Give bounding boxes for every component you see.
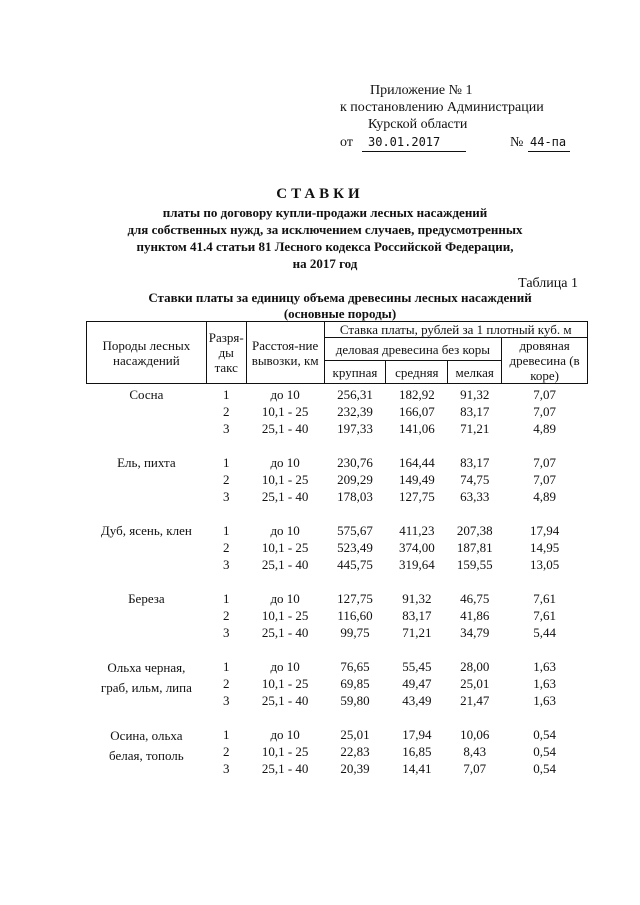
- medium-cell: 166,07: [398, 404, 435, 419]
- firewood-cell: 7,07: [533, 404, 556, 419]
- medium-cell: 411,23: [399, 523, 435, 538]
- large-cell: 230,76: [337, 455, 373, 470]
- species-cell: [87, 454, 207, 505]
- large-cell: 209,29: [337, 472, 373, 487]
- appendix-line: к постановлению Администрации: [340, 100, 544, 115]
- rank-cell: 3: [223, 625, 230, 640]
- medium-cell: 164,44: [398, 455, 435, 470]
- firewood-cell: 7,61: [533, 608, 556, 623]
- rank-cell: 1: [223, 659, 230, 674]
- distance-cell: до 10: [270, 523, 300, 538]
- column-header-rank: Разря-ды такс: [206, 322, 246, 384]
- small-cell: 21,47: [460, 693, 490, 708]
- column-header-medium: средняя: [386, 361, 448, 384]
- large-cell: 575,67: [337, 523, 373, 538]
- column-header-rate: Ставка платы, рублей за 1 плотный куб. м: [324, 322, 587, 338]
- species-cell: [87, 522, 207, 573]
- document-date: 30.01.2017: [362, 134, 466, 152]
- rank-cell: 2: [223, 472, 230, 487]
- species-name-line: Ель, пихта: [117, 455, 176, 470]
- rank-cell: 1: [223, 727, 230, 742]
- rank-cell: 1: [223, 523, 230, 538]
- rank-cell: 2: [223, 608, 230, 623]
- document-title: СТАВКИ: [276, 186, 364, 202]
- small-cell: 159,55: [456, 557, 493, 572]
- small-cell: 46,75: [460, 591, 490, 606]
- firewood-cell: 1,63: [533, 693, 556, 708]
- table-title-line: (основные породы): [283, 306, 397, 321]
- rank-cell: 1: [223, 455, 230, 470]
- rates-table: [86, 321, 588, 777]
- large-cell: 69,85: [340, 676, 370, 691]
- medium-cell: 149,49: [398, 472, 435, 487]
- large-cell: 22,83: [340, 744, 370, 759]
- rank-cell: 3: [223, 693, 230, 708]
- large-cell: 178,03: [337, 489, 373, 504]
- firewood-cell: 7,07: [533, 455, 556, 470]
- table-row: [87, 454, 588, 471]
- group-spacer: [87, 641, 588, 658]
- firewood-cell: 0,54: [533, 744, 556, 759]
- table-title-line: Ставки платы за единицу объема древесины лесных насаждений: [148, 290, 532, 305]
- species-name-line: Ольха черная,: [107, 660, 186, 675]
- large-cell: 99,75: [340, 625, 370, 640]
- medium-cell: 182,92: [398, 387, 435, 402]
- distance-cell: 25,1 - 40: [261, 421, 309, 436]
- document-number: 44-па: [528, 134, 570, 152]
- firewood-cell: 13,05: [529, 557, 560, 572]
- group-spacer: [87, 505, 588, 522]
- medium-cell: 83,17: [402, 608, 432, 623]
- small-cell: 10,06: [460, 727, 490, 742]
- medium-cell: 17,94: [402, 727, 432, 742]
- distance-cell: до 10: [270, 659, 300, 674]
- species-name-line: Сосна: [129, 387, 164, 402]
- distance-cell: 10,1 - 25: [261, 744, 309, 759]
- rank-cell: 3: [223, 421, 230, 436]
- species-cell: [87, 590, 207, 641]
- rank-cell: 1: [223, 591, 230, 606]
- firewood-cell: 7,07: [533, 387, 556, 402]
- rank-cell: 2: [223, 540, 230, 555]
- distance-cell: 25,1 - 40: [261, 557, 309, 572]
- small-cell: 8,43: [463, 744, 487, 759]
- large-cell: 59,80: [340, 693, 370, 708]
- table-row: [87, 590, 588, 607]
- species-cell: [87, 658, 207, 709]
- medium-cell: 374,00: [398, 540, 435, 555]
- distance-cell: до 10: [270, 591, 300, 606]
- distance-cell: 10,1 - 25: [261, 676, 309, 691]
- medium-cell: 43,49: [402, 693, 432, 708]
- table-number: Таблица 1: [518, 276, 578, 291]
- small-cell: 83,17: [460, 404, 490, 419]
- medium-cell: 16,85: [402, 744, 432, 759]
- large-cell: 76,65: [340, 659, 370, 674]
- table-row: [87, 658, 588, 675]
- species-name-line: белая, тополь: [109, 748, 184, 763]
- firewood-cell: 17,94: [529, 523, 560, 538]
- species-name-line: Береза: [128, 591, 165, 606]
- distance-cell: 25,1 - 40: [261, 625, 309, 640]
- column-header-large: крупная: [324, 361, 386, 384]
- firewood-cell: 7,61: [533, 591, 556, 606]
- distance-cell: 10,1 - 25: [261, 404, 309, 419]
- large-cell: 25,01: [340, 727, 370, 742]
- species-name-line: граб, ильм, липа: [100, 680, 192, 695]
- date-prefix: от: [340, 135, 353, 150]
- distance-cell: до 10: [270, 727, 300, 742]
- large-cell: 116,60: [337, 608, 373, 623]
- date-number-line: [340, 134, 600, 152]
- column-header-species: Породы лесных насаждений: [87, 322, 207, 384]
- rank-cell: 3: [223, 761, 230, 776]
- column-header-distance: Расстоя-ние вывозки, км: [246, 322, 324, 384]
- table-body: [87, 384, 588, 778]
- distance-cell: 25,1 - 40: [261, 489, 309, 504]
- large-cell: 197,33: [337, 421, 373, 436]
- species-cell: [87, 726, 207, 777]
- table-row: [87, 384, 588, 404]
- small-cell: 74,75: [460, 472, 490, 487]
- appendix-line: Курской области: [368, 117, 468, 132]
- medium-cell: 71,21: [402, 625, 432, 640]
- column-header-firewood: дровяная древесина (в коре): [502, 338, 588, 384]
- large-cell: 445,75: [337, 557, 373, 572]
- small-cell: 187,81: [456, 540, 493, 555]
- group-spacer: [87, 709, 588, 726]
- small-cell: 207,38: [456, 523, 493, 538]
- small-cell: 91,32: [460, 387, 490, 402]
- medium-cell: 49,47: [402, 676, 432, 691]
- species-cell: [87, 384, 207, 438]
- small-cell: 25,01: [460, 676, 490, 691]
- subtitle-line: на 2017 год: [292, 256, 358, 271]
- rank-cell: 2: [223, 404, 230, 419]
- small-cell: 7,07: [463, 761, 487, 776]
- firewood-cell: 1,63: [533, 676, 556, 691]
- species-name-line: Дуб, ясень, клен: [100, 523, 192, 538]
- distance-cell: до 10: [270, 387, 300, 402]
- small-cell: 71,21: [460, 421, 490, 436]
- subtitle-line: для собственных нужд, за исключением случаев, предусмотренных: [127, 222, 523, 237]
- appendix-header: [340, 82, 600, 152]
- group-spacer: [87, 437, 588, 454]
- firewood-cell: 0,54: [533, 727, 556, 742]
- firewood-cell: 7,07: [533, 472, 556, 487]
- small-cell: 34,79: [460, 625, 490, 640]
- distance-cell: 10,1 - 25: [261, 472, 309, 487]
- firewood-cell: 4,89: [533, 489, 556, 504]
- small-cell: 63,33: [460, 489, 490, 504]
- column-header-business-wood: деловая древесина без коры: [324, 338, 502, 361]
- table-head: [87, 322, 588, 384]
- distance-cell: 10,1 - 25: [261, 540, 309, 555]
- document-subtitle: [90, 204, 560, 272]
- table-title: [80, 290, 600, 322]
- column-header-small: мелкая: [448, 361, 502, 384]
- distance-cell: 10,1 - 25: [261, 608, 309, 623]
- large-cell: 523,49: [337, 540, 373, 555]
- medium-cell: 14,41: [402, 761, 432, 776]
- large-cell: 232,39: [337, 404, 373, 419]
- medium-cell: 127,75: [398, 489, 435, 504]
- rank-cell: 1: [223, 387, 230, 402]
- firewood-cell: 5,44: [533, 625, 556, 640]
- rank-cell: 3: [223, 489, 230, 504]
- firewood-cell: 4,89: [533, 421, 556, 436]
- number-prefix: №: [510, 135, 524, 150]
- firewood-cell: 1,63: [533, 659, 556, 674]
- rank-cell: 2: [223, 744, 230, 759]
- distance-cell: до 10: [270, 455, 300, 470]
- rank-cell: 3: [223, 557, 230, 572]
- large-cell: 256,31: [337, 387, 373, 402]
- distance-cell: 25,1 - 40: [261, 693, 309, 708]
- medium-cell: 141,06: [398, 421, 435, 436]
- distance-cell: 25,1 - 40: [261, 761, 309, 776]
- appendix-line: Приложение № 1: [370, 83, 473, 98]
- small-cell: 28,00: [460, 659, 490, 674]
- firewood-cell: 0,54: [533, 761, 556, 776]
- species-name-line: Осина, ольха: [110, 728, 183, 743]
- subtitle-line: пунктом 41.4 статьи 81 Лесного кодекса Российской Федерации,: [136, 239, 514, 254]
- rank-cell: 2: [223, 676, 230, 691]
- table-row: [87, 726, 588, 743]
- table-row: [87, 522, 588, 539]
- medium-cell: 91,32: [402, 591, 432, 606]
- medium-cell: 55,45: [402, 659, 432, 674]
- large-cell: 20,39: [340, 761, 370, 776]
- firewood-cell: 14,95: [529, 540, 560, 555]
- medium-cell: 319,64: [398, 557, 435, 572]
- subtitle-line: платы по договору купли-продажи лесных насаждений: [162, 205, 488, 220]
- group-spacer: [87, 573, 588, 590]
- small-cell: 83,17: [460, 455, 490, 470]
- large-cell: 127,75: [337, 591, 373, 606]
- small-cell: 41,86: [460, 608, 490, 623]
